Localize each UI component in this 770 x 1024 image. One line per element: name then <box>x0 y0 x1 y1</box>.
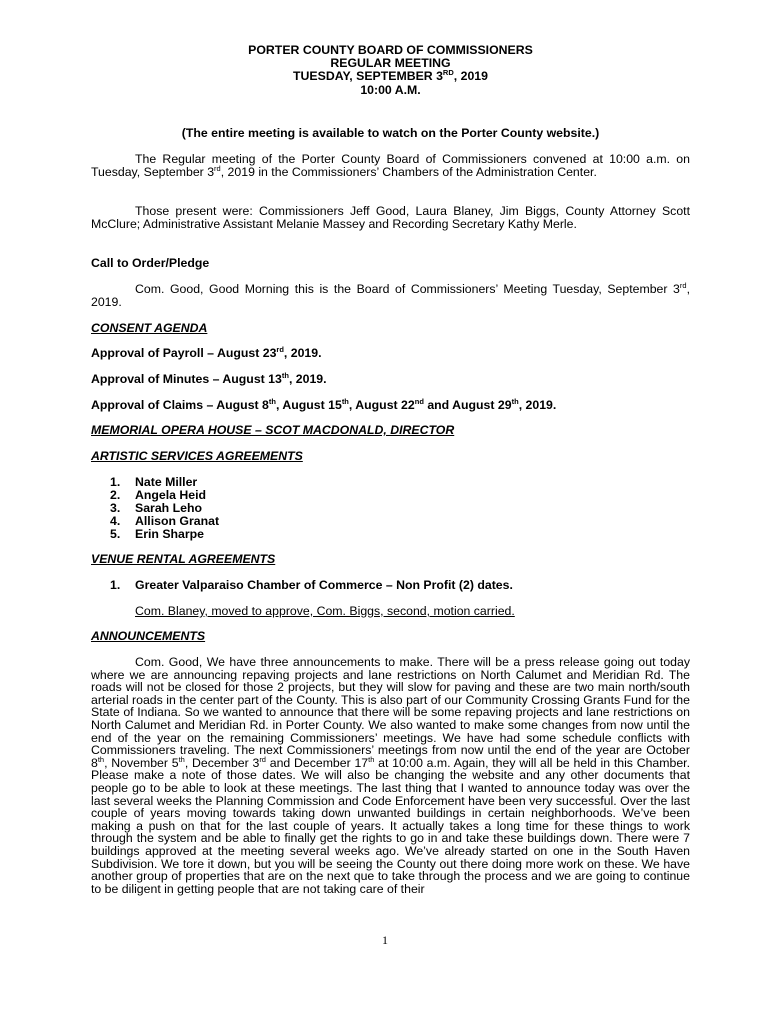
announcements-paragraph: Com. Good, We have three announcements to make. There will be a press release going out today where we are announcing repaving projects and lane restrictions on North Calumet and Meridian Rd. The roads will not be closed for those 2 projects, but they will slow for paving and these are two main north/south arterial roads in the center part of the County. This is also part of our Community Crossing Grants Fund for the State of Indiana. So we wanted to announce that there will be some repaving projects and lane restrictions on North Calumet and Meridian Rd. in Porter County. We also wanted to make some changes from now until the end of the year on the remaining Commissioners’ meetings. We have had some schedule conflicts with Commissioners traveling. The next Commissioners’ meetings from now until the end of the year are October 8th, November 5th, December 3rd and December 17th at 10:00 a.m. Again, they will all be held in this Chamber. Please make a note of those dates. We will also be changing the website and any other documents that people go to be able to look at these meetings. The last thing that I wanted to announce today was over the last several weeks the Planning Commission and Code Enforcement have been very successful. Over the last couple of years moving towards taking down unwanted buildings in certain neighborhoods. We’ve been making a push on that for the last couple of years. It actually takes a long time for these things to work through the system and be able to finally get the rights to go in and take these buildings down. There were 7 buildings approved at the meeting several weeks ago. We’ve already started on one in the South Haven Subdivision. We tore it down, but you will be seeing the County out there doing more work on these. We have another group of properties that are on the next que to take through the process and we are going to continue to be diligent in getting people that are not taking care of their <box>91 655 691 896</box>
list-item: 2. Angela Heid <box>110 488 207 502</box>
venue-item: 1. Greater Valparaiso Chamber of Commerce – Non Profit (2) dates. <box>110 578 513 592</box>
approval-payroll: Approval of Payroll – August 23rd, 2019. <box>91 344 322 360</box>
notice-text: (The entire meeting is available to watch on the Porter County website.) <box>181 126 600 140</box>
attendance-paragraph: Those present were: Commissioners Jeff Good, Laura Blaney, Jim Biggs, County Attorney Scott McClure; Administrative Assistant Melanie Massey and Recording Secretary Kathy Merle. <box>91 204 690 231</box>
intro-paragraph: The Regular meeting of the Porter County Board of Commissioners convened at 10:00 a.m. on Tuesday, September 3rd, 2019 in the Commissioners’ Chambers of the Administration Center. <box>91 152 690 179</box>
title-line-2: REGULAR MEETING <box>330 56 451 70</box>
title-line-3: TUESDAY, SEPTEMBER 3RD, 2019 <box>293 67 488 83</box>
announcements-heading: ANNOUNCEMENTS <box>91 629 206 643</box>
call-to-order-heading: Call to Order/Pledge <box>91 256 210 270</box>
page-number: 1 <box>382 933 388 947</box>
venue-motion: Com. Blaney, moved to approve, Com. Biggs, second, motion carried. <box>135 604 515 618</box>
title-line-1: PORTER COUNTY BOARD OF COMMISSIONERS <box>248 43 533 57</box>
call-to-order-paragraph: Com. Good, Good Morning this is the Board of Commissioners’ Meeting Tuesday, September 3rd, 2019. <box>91 280 690 309</box>
artistic-services-heading: ARTISTIC SERVICES AGREEMENTS <box>91 449 303 463</box>
opera-house-heading: MEMORIAL OPERA HOUSE – SCOT MACDONALD, DIRECTOR <box>91 423 455 437</box>
list-item: 5. Erin Sharpe <box>110 527 205 541</box>
list-item: 3. Sarah Leho <box>110 501 202 515</box>
list-item: 1. Nate Miller <box>110 475 198 489</box>
approval-claims: Approval of Claims – August 8th, August 15th, August 22nd and August 29th, 2019. <box>91 396 557 412</box>
consent-agenda-heading: CONSENT AGENDA <box>91 321 208 335</box>
list-item: 4. Allison Granat <box>110 514 220 528</box>
title-line-4: 10:00 A.M. <box>360 83 421 97</box>
venue-rental-heading: VENUE RENTAL AGREEMENTS <box>91 552 276 566</box>
approval-minutes: Approval of Minutes – August 13th, 2019. <box>91 370 327 386</box>
